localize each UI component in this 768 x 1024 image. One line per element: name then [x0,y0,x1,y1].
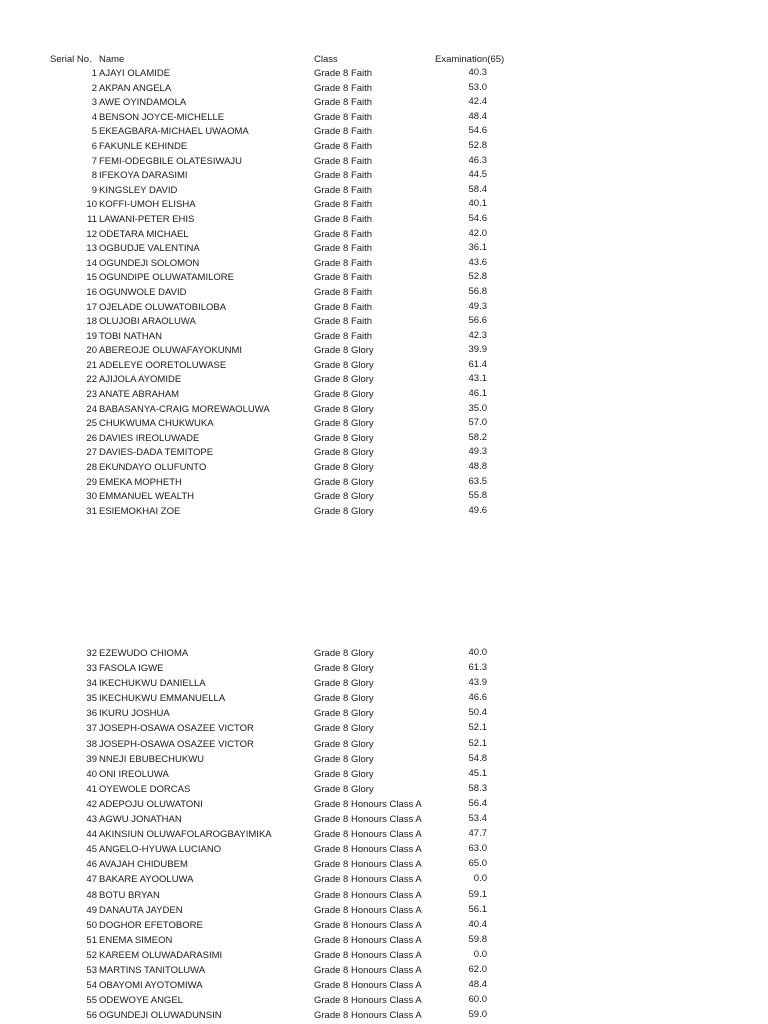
examination-score-cell: 56.6 [468,315,487,327]
class-cell: Grade 8 Faith [314,184,373,196]
class-cell: Grade 8 Faith [314,330,373,342]
name-cell: AVAJAH CHIDUBEM [99,859,188,871]
name-cell: IKECHUKWU DANIELLA [99,678,206,690]
class-cell: Grade 8 Faith [314,111,373,123]
class-cell: Grade 8 Glory [314,663,374,675]
serial-no-cell: 14 [86,257,97,269]
name-cell: ENEMA SIMEON [99,934,173,946]
serial-no-cell: 20 [86,345,97,357]
name-cell: CHUKWUMA CHUKWUKA [99,418,214,430]
name-cell: JOSEPH-OSAWA OSAZEE VICTOR [99,738,254,750]
table-row [0,257,768,272]
table-row [0,359,768,374]
name-cell: ODETARA MICHAEL [99,228,189,240]
class-cell: Grade 8 Honours Class A [314,949,422,961]
serial-no-cell: 19 [86,330,97,342]
examination-score-cell: 45.1 [468,767,487,779]
examination-score-cell: 54.6 [468,125,487,137]
name-cell: ONI IREOLUWA [99,768,169,780]
class-cell: Grade 8 Glory [314,491,374,503]
examination-score-cell: 35.0 [468,402,487,414]
name-cell: KAREEM OLUWADARASIMI [99,949,223,961]
examination-score-cell: 59.1 [468,888,487,900]
class-cell: Grade 8 Faith [314,213,373,225]
name-cell: EMMANUEL WEALTH [99,491,195,503]
table-row [0,505,768,520]
table-row [0,315,768,330]
examination-score-cell: 58.4 [468,183,487,195]
examination-score-cell: 42.0 [468,227,487,239]
serial-no-cell: 31 [86,505,97,517]
class-cell: Grade 8 Faith [314,286,373,298]
serial-no-cell: 33 [86,663,97,675]
table-row [0,889,768,904]
serial-no-cell: 39 [86,753,97,765]
table-row [0,344,768,359]
table-row [0,213,768,228]
name-cell: ODEWOYE ANGEL [99,995,183,1007]
examination-score-cell: 40.3 [468,67,487,78]
name-cell: IFEKOYA DARASIMI [99,170,188,182]
examination-score-cell: 46.1 [468,388,487,400]
name-cell: OGUNDIPE OLUWATAMILORE [99,272,234,284]
name-cell: LAWANI-PETER EHIS [99,213,195,225]
table-row [0,82,768,97]
examination-score-cell: 40.0 [468,647,487,658]
class-cell: Grade 8 Honours Class A [314,829,422,841]
examination-score-cell: 40.1 [468,198,487,210]
name-cell: FAKUNLE KEHINDE [99,140,188,152]
examination-score-cell: 43.9 [468,677,487,689]
examination-score-cell: 53.4 [468,813,487,825]
table-row [0,828,768,843]
name-cell: FEMI-ODEGBILE OLATESIWAJU [99,155,243,167]
serial-no-cell: 42 [86,798,97,810]
serial-no-cell: 13 [86,243,97,255]
table-row [0,979,768,994]
class-cell: Grade 8 Glory [314,738,374,750]
table-row [0,446,768,461]
name-cell: FASOLA IGWE [99,663,164,675]
table-row [0,919,768,934]
class-cell: Grade 8 Faith [314,140,373,152]
table-body-first-section [0,67,768,519]
class-cell: Grade 8 Glory [314,693,374,705]
class-cell: Grade 8 Glory [314,708,374,720]
examination-score-cell: 63.5 [468,475,487,487]
table-row [0,964,768,979]
class-cell: Grade 8 Glory [314,374,374,386]
class-cell: Grade 8 Glory [314,678,374,690]
header-name: Name [99,54,125,65]
serial-no-cell: 35 [86,693,97,705]
table-row [0,692,768,707]
examination-score-cell: 52.8 [468,139,487,151]
class-cell: Grade 8 Honours Class A [314,889,422,901]
table-row [0,476,768,491]
name-cell: OBAYOMI AYOTOMIWA [99,980,203,992]
examination-score-cell: 65.0 [468,858,487,870]
class-cell: Grade 8 Faith [314,155,373,167]
table-row [0,1009,768,1024]
serial-no-cell: 45 [86,844,97,856]
name-cell: OGUNDEJI OLUWADUNSIN [99,1010,222,1022]
table-row [0,301,768,316]
name-cell: AKPAN ANGELA [99,82,172,94]
examination-score-cell: 49.6 [468,504,487,516]
examination-score-cell: 49.3 [468,300,487,312]
serial-no-cell: 46 [86,859,97,871]
examination-score-cell: 48.4 [468,110,487,122]
serial-no-cell: 7 [91,155,97,167]
serial-no-cell: 54 [86,980,97,992]
name-cell: ANGELO-HYUWA LUCIANO [99,844,222,856]
examination-score-cell: 54.6 [468,212,487,224]
class-cell: Grade 8 Glory [314,768,374,780]
serial-no-cell: 38 [86,738,97,750]
examination-score-cell: 43.1 [468,373,487,385]
serial-no-cell: 53 [86,964,97,976]
serial-no-cell: 3 [91,97,97,109]
serial-no-cell: 24 [86,403,97,415]
serial-no-cell: 17 [86,301,97,313]
serial-no-cell: 28 [86,462,97,474]
table-row [0,904,768,919]
name-cell: IKURU JOSHUA [99,708,170,720]
serial-no-cell: 37 [86,723,97,735]
class-cell: Grade 8 Honours Class A [314,995,422,1007]
name-cell: OYEWOLE DORCAS [99,783,191,795]
table-row [0,403,768,418]
table-row [0,271,768,286]
name-cell: AJAYI OLAMIDE [99,68,171,79]
header-class: Class [314,54,338,65]
table-row [0,242,768,257]
name-cell: BABASANYA-CRAIG MOREWAOLUWA [99,403,270,415]
name-cell: DANAUTA JAYDEN [99,904,183,916]
table-row [0,461,768,476]
name-cell: MARTINS TANITOLUWA [99,964,206,976]
table-row [0,843,768,858]
table-row [0,677,768,692]
table-row [0,662,768,677]
class-cell: Grade 8 Glory [314,476,374,488]
name-cell: KOFFI-UMOH ELISHA [99,199,196,211]
name-cell: BOTU BRYAN [99,889,160,901]
table-row [0,198,768,213]
table-row [0,417,768,432]
class-cell: Grade 8 Honours Class A [314,919,422,931]
serial-no-cell: 30 [86,491,97,503]
class-cell: Grade 8 Honours Class A [314,859,422,871]
class-cell: Grade 8 Glory [314,418,374,430]
examination-score-cell: 47.7 [468,828,487,840]
table-row [0,873,768,888]
serial-no-cell: 32 [86,648,97,659]
examination-score-cell: 58.3 [468,782,487,794]
class-cell: Grade 8 Faith [314,272,373,284]
name-cell: ESIEMOKHAI ZOE [99,505,181,517]
table-row [0,228,768,243]
table-row [0,738,768,753]
name-cell: JOSEPH-OSAWA OSAZEE VICTOR [99,723,254,735]
serial-no-cell: 11 [87,213,97,225]
name-cell: ADEPOJU OLUWATONI [99,798,203,810]
class-cell: Grade 8 Faith [314,97,373,109]
examination-score-cell: 59.0 [468,1009,487,1021]
serial-no-cell: 52 [86,949,97,961]
header-serial-no: Serial No. [50,54,92,65]
class-cell: Grade 8 Faith [314,170,373,182]
name-cell: IKECHUKWU EMMANUELLA [99,693,226,705]
class-cell: Grade 8 Glory [314,753,374,765]
class-cell: Grade 8 Faith [314,243,373,255]
name-cell: EKEAGBARA-MICHAEL UWAOMA [99,126,249,138]
table-header [0,53,768,67]
examination-score-cell: 52.1 [468,722,487,734]
serial-no-cell: 56 [86,1010,97,1022]
class-cell: Grade 8 Honours Class A [314,814,422,826]
name-cell: NNEJI EBUBECHUKWU [99,753,205,765]
serial-no-cell: 36 [86,708,97,720]
table-row [0,994,768,1009]
serial-no-cell: 18 [86,316,97,328]
examination-score-cell: 60.0 [468,994,487,1006]
table-row [0,490,768,505]
examination-score-cell: 39.9 [468,344,487,356]
name-cell: ABEREOJE OLUWAFAYOKUNMI [99,345,243,357]
table-row [0,111,768,126]
name-cell: AKINSIUN OLUWAFOLAROGBAYIMIKA [99,829,272,841]
name-cell: OLUJOBI ARAOLUWA [99,316,196,328]
table-row [0,813,768,828]
table-row [0,722,768,737]
examination-score-cell: 36.1 [468,242,487,254]
table-row [0,949,768,964]
serial-no-cell: 51 [86,934,97,946]
class-cell: Grade 8 Glory [314,432,374,444]
header-examination: Examination(65) [435,54,505,65]
examination-score-cell: 46.6 [468,692,487,704]
class-cell: Grade 8 Honours Class A [314,934,422,946]
table-row [0,330,768,345]
class-cell: Grade 8 Honours Class A [314,1010,422,1022]
serial-no-cell: 47 [86,874,97,886]
examination-score-cell: 61.4 [468,358,487,370]
table-row [0,783,768,798]
examination-score-cell: 48.4 [468,979,487,991]
class-cell: Grade 8 Faith [314,199,373,211]
name-cell: AWE OYINDAMOLA [99,97,187,109]
examination-score-cell: 56.8 [468,285,487,297]
serial-no-cell: 8 [91,170,97,182]
name-cell: DAVIES-DADA TEMITOPE [99,447,214,459]
serial-no-cell: 41 [86,783,97,795]
examination-score-cell: 0.0 [473,948,487,960]
table-row [0,169,768,184]
examination-score-cell: 62.0 [468,963,487,975]
examination-score-cell: 42.4 [468,96,487,108]
examination-score-cell: 57.0 [468,417,487,429]
serial-no-cell: 48 [86,889,97,901]
class-cell: Grade 8 Honours Class A [314,798,422,810]
class-cell: Grade 8 Glory [314,403,374,415]
serial-no-cell: 15 [86,272,97,284]
serial-no-cell: 23 [86,389,97,401]
class-cell: Grade 8 Glory [314,505,374,517]
class-cell: Grade 8 Faith [314,228,373,240]
name-cell: EMEKA MOPHETH [99,476,182,488]
serial-no-cell: 43 [86,814,97,826]
examination-score-cell: 49.3 [468,446,487,458]
serial-no-cell: 50 [86,919,97,931]
class-cell: Grade 8 Faith [314,126,373,138]
name-cell: BENSON JOYCE-MICHELLE [99,111,225,123]
name-cell: OGBUDJE VALENTINA [99,243,200,255]
name-cell: TOBI NATHAN [99,330,162,342]
name-cell: DOGHOR EFETOBORE [99,919,203,931]
class-cell: Grade 8 Honours Class A [314,964,422,976]
serial-no-cell: 21 [86,359,97,371]
table-row [0,707,768,722]
class-cell: Grade 8 Honours Class A [314,844,422,856]
examination-score-cell: 56.4 [468,797,487,809]
serial-no-cell: 27 [86,447,97,459]
serial-no-cell: 16 [86,286,97,298]
class-cell: Grade 8 Glory [314,447,374,459]
examination-score-cell: 59.8 [468,933,487,945]
class-cell: Grade 8 Honours Class A [314,904,422,916]
table-row [0,388,768,403]
class-cell: Grade 8 Glory [314,462,374,474]
name-cell: DAVIES IREOLUWADE [99,432,200,444]
table-body-second-section [0,647,768,1024]
examination-score-cell: 44.5 [468,169,487,181]
examination-score-cell: 54.8 [468,752,487,764]
serial-no-cell: 40 [86,768,97,780]
class-cell: Grade 8 Faith [314,68,373,79]
examination-score-cell: 43.6 [468,256,487,268]
serial-no-cell: 22 [86,374,97,386]
examination-score-cell: 0.0 [473,873,487,885]
table-row [0,753,768,768]
table-row [0,155,768,170]
table-row [0,432,768,447]
class-cell: Grade 8 Faith [314,82,373,94]
examination-score-cell: 50.4 [468,707,487,719]
serial-no-cell: 29 [86,476,97,488]
name-cell: ANATE ABRAHAM [99,389,180,401]
table-row [0,125,768,140]
table-row [0,96,768,111]
examination-score-cell: 40.4 [468,918,487,930]
class-cell: Grade 8 Honours Class A [314,874,422,886]
serial-no-cell: 5 [91,126,97,138]
name-cell: OJELADE OLUWATOBILOBA [99,301,227,313]
class-cell: Grade 8 Glory [314,359,374,371]
name-cell: AJIJOLA AYOMIDE [99,374,182,386]
class-cell: Grade 8 Glory [314,723,374,735]
name-cell: EKUNDAYO OLUFUNTO [99,462,207,474]
examination-score-cell: 42.3 [468,329,487,341]
serial-no-cell: 12 [86,228,97,240]
serial-no-cell: 2 [91,82,97,94]
examination-score-cell: 52.1 [468,737,487,749]
examination-score-cell: 53.0 [468,81,487,93]
serial-no-cell: 44 [86,829,97,841]
serial-no-cell: 34 [86,678,97,690]
name-cell: OGUNDEJI SOLOMON [99,257,200,269]
examination-score-cell: 58.2 [468,431,487,443]
name-cell: EZEWUDO CHIOMA [99,648,189,659]
serial-no-cell: 9 [91,184,97,196]
serial-no-cell: 26 [86,432,97,444]
table-row [0,798,768,813]
serial-no-cell: 1 [91,68,97,79]
serial-no-cell: 25 [86,418,97,430]
examination-score-cell: 46.3 [468,154,487,166]
examination-score-cell: 48.8 [468,461,487,473]
table-row [0,286,768,301]
table-row [0,67,768,82]
name-cell: ADELEYE OORETOLUWASE [99,359,227,371]
name-cell: KINGSLEY DAVID [99,184,178,196]
serial-no-cell: 4 [91,111,97,123]
class-cell: Grade 8 Glory [314,389,374,401]
name-cell: AGWU JONATHAN [99,814,182,826]
class-cell: Grade 8 Glory [314,783,374,795]
class-cell: Grade 8 Faith [314,316,373,328]
class-cell: Grade 8 Glory [314,345,374,357]
table-row [0,647,768,662]
table-row [0,184,768,199]
table-row [0,934,768,949]
table-row [0,858,768,873]
examination-score-cell: 61.3 [468,662,487,674]
serial-no-cell: 6 [91,140,97,152]
table-row [0,140,768,155]
serial-no-cell: 49 [86,904,97,916]
examination-score-cell: 52.8 [468,271,487,283]
class-cell: Grade 8 Glory [314,648,374,659]
table-row [0,768,768,783]
examination-score-cell: 56.1 [468,903,487,915]
table-row [0,373,768,388]
serial-no-cell: 55 [86,995,97,1007]
class-cell: Grade 8 Faith [314,301,373,313]
name-cell: OGUNWOLE DAVID [99,286,187,298]
class-cell: Grade 8 Honours Class A [314,980,422,992]
name-cell: BAKARE AYOOLUWA [99,874,194,886]
examination-score-cell: 63.0 [468,843,487,855]
class-cell: Grade 8 Faith [314,257,373,269]
serial-no-cell: 10 [86,199,97,211]
examination-score-cell: 55.8 [468,490,487,502]
